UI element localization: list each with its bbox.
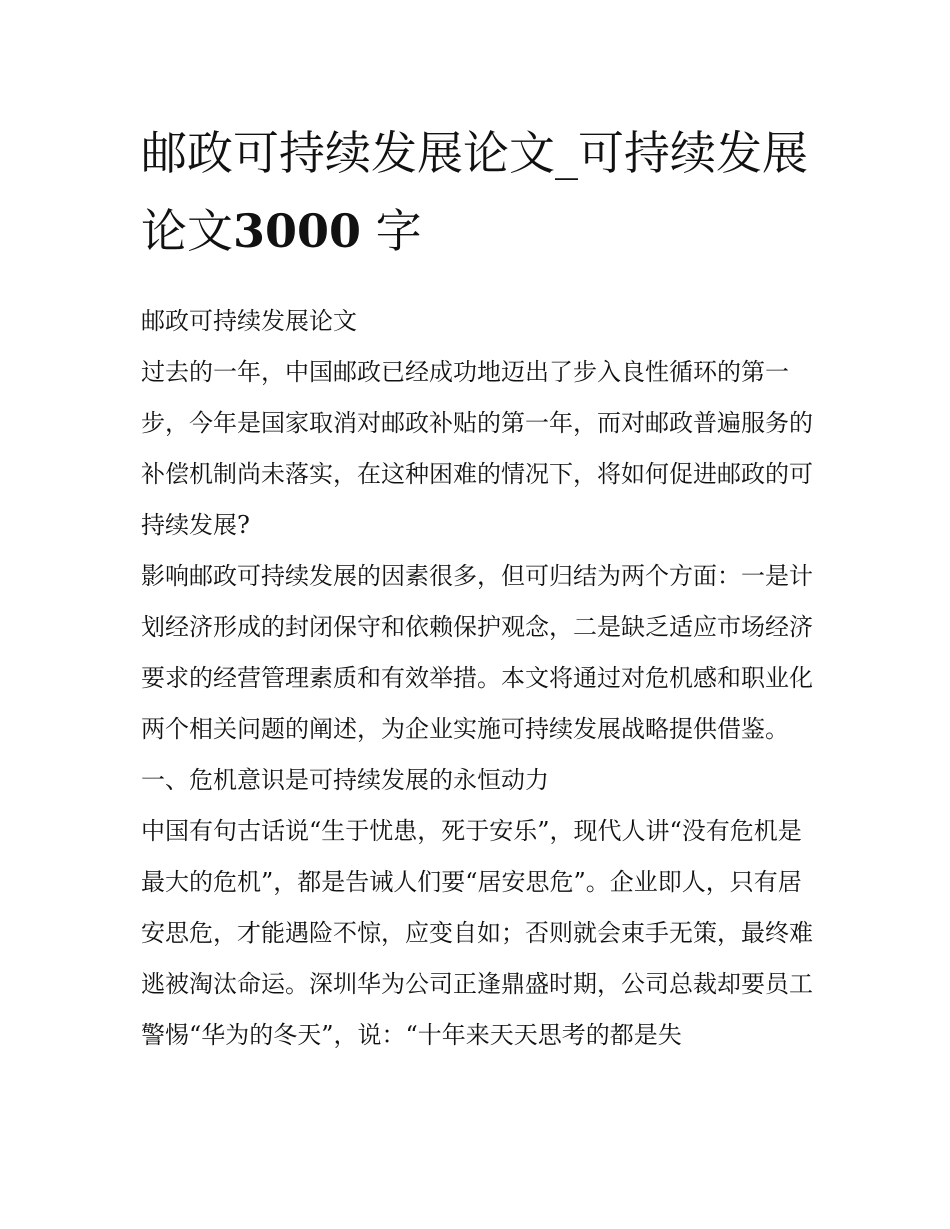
title-suffix: 字 bbox=[361, 204, 422, 258]
paragraph-intro: 过去的一年，中国邮政已经成功地迈出了步入良性循环的第一步，今年是国家取消对邮政补贴的第一年，而对邮政普遍服务的补偿机制尚未落实，在这种困难的情况下，将如何促进邮政的可持续发展? bbox=[141, 358, 813, 539]
document-subtitle: 邮政可持续发展论文 bbox=[141, 307, 357, 335]
document-title bbox=[141, 114, 813, 270]
paragraph-crisis: 中国有句古话说“生于忧患，死于安乐”，现代人讲“没有危机是最大的危机”，都是告诫人们要“居安思危”。企业即人，只有居安思危，才能遇险不惊，应变自如；否则就会束手无策，最终难逃被淘汰命运。深圳华为公司正逢鼎盛时期，公司总裁却要员工警惕“华为的冬天”，说：“十年来天天思考的都是失 bbox=[141, 817, 813, 1049]
document-content bbox=[141, 114, 813, 1061]
title-text: 邮政可持续发展论文_可持续发展论文 bbox=[141, 126, 808, 258]
section-heading-crisis: 一、危机意识是可持续发展的永恒动力 bbox=[141, 766, 549, 794]
paragraph-factors: 影响邮政可持续发展的因素很多，但可归结为两个方面：一是计划经济形成的封闭保守和依赖保护观念，二是缺乏适应市场经济要求的经营管理素质和有效举措。本文将通过对危机感和职业化两个相关问题的阐述，为企业实施可持续发展战略提供借鉴。 bbox=[141, 562, 813, 743]
title-number: 3000 bbox=[233, 204, 362, 258]
